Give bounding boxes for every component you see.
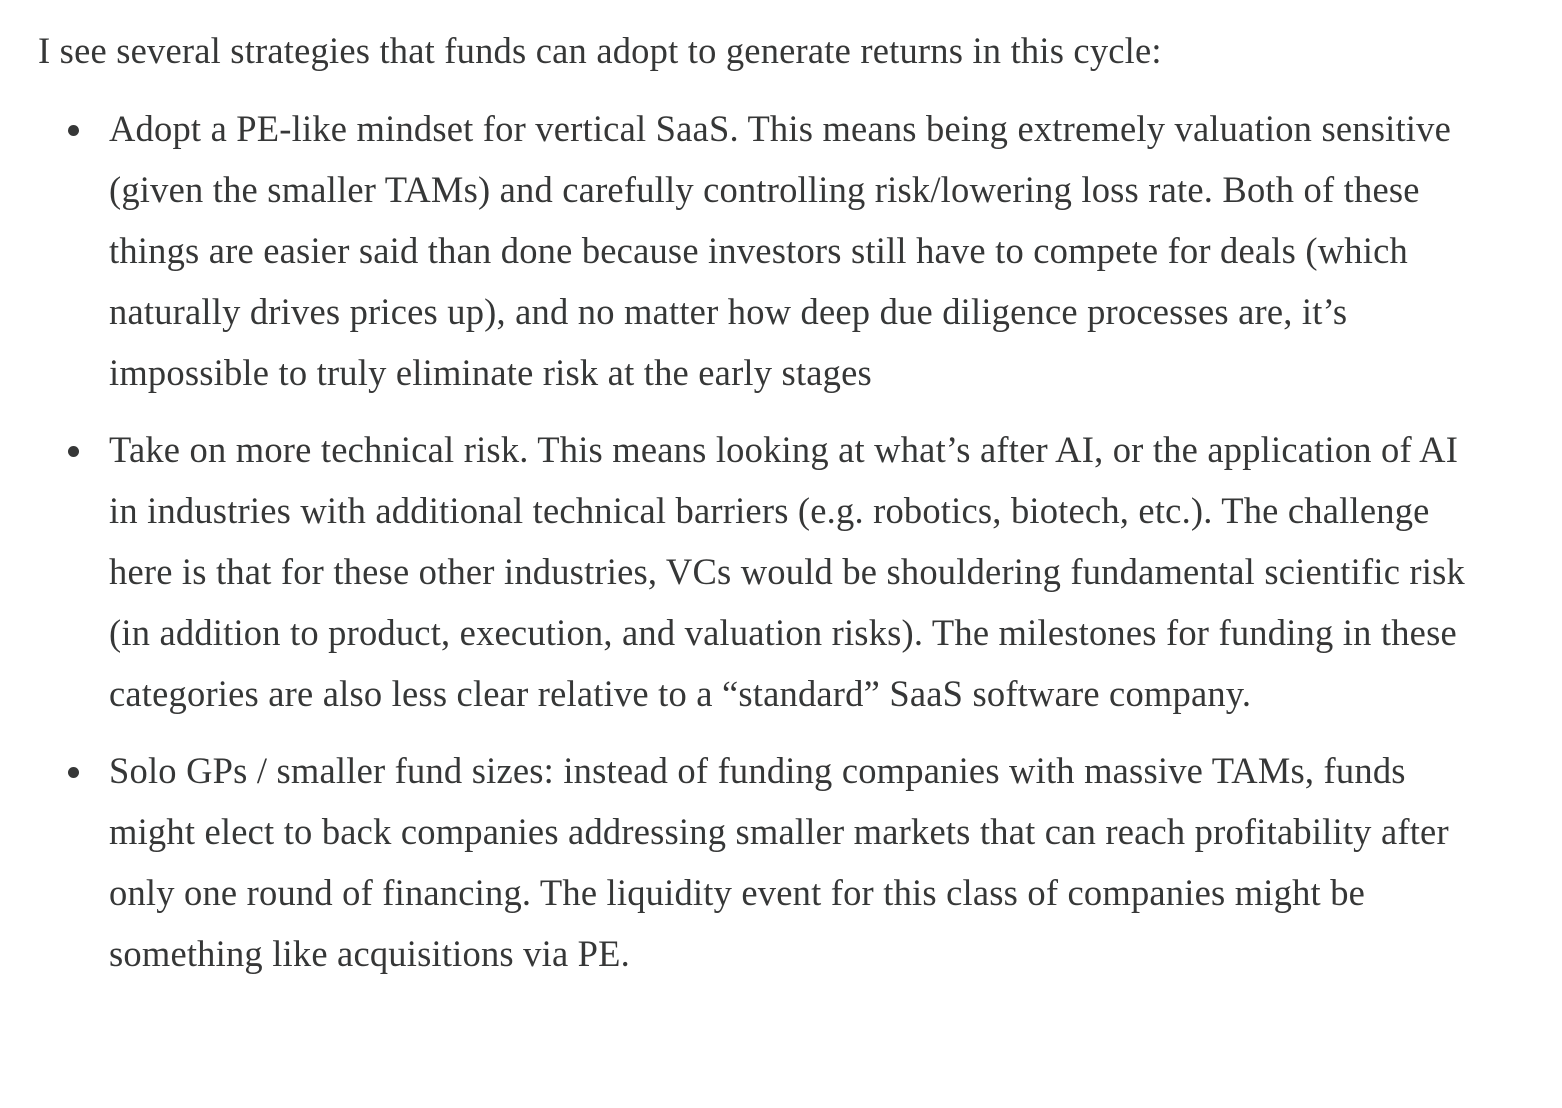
list-item (38, 740, 1489, 984)
article-body (38, 20, 1538, 1000)
bullet-icon (68, 767, 79, 778)
list-item-text: Solo GPs / smaller fund sizes: instead of funding companies with massive TAMs, funds might elect to back companies addressing smaller markets that can reach profitability after only one round of financing. The liquidity event for this class of companies might be something like acquisitions via PE. (109, 750, 1449, 974)
intro-paragraph: I see several strategies that funds can adopt to generate returns in this cycle: (38, 30, 1162, 71)
list-item (38, 419, 1489, 724)
bullet-icon (68, 125, 79, 136)
bullet-icon (68, 446, 79, 457)
strategy-list (38, 98, 1538, 984)
list-item-text: Take on more technical risk. This means looking at what’s after AI, or the application of AI in industries with additional technical barriers (e.g. robotics, biotech, etc.). The challenge here is that for these other industries, VCs would be shouldering fundamental scientific risk (in addition to product, execution, and valuation risks). The milestones for funding in these categories are also less clear relative to a “standard” SaaS software company. (109, 429, 1465, 714)
list-item (38, 98, 1489, 403)
list-item-text: Adopt a PE-like mindset for vertical SaaS. This means being extremely valuation sensitive (given the smaller TAMs) and carefully controlling risk/lowering loss rate. Both of these things are easier said than done because investors still have to compete for deals (which naturally drives prices up), and no matter how deep due diligence processes are, it’s impossible to truly eliminate risk at the early stages (109, 108, 1451, 393)
